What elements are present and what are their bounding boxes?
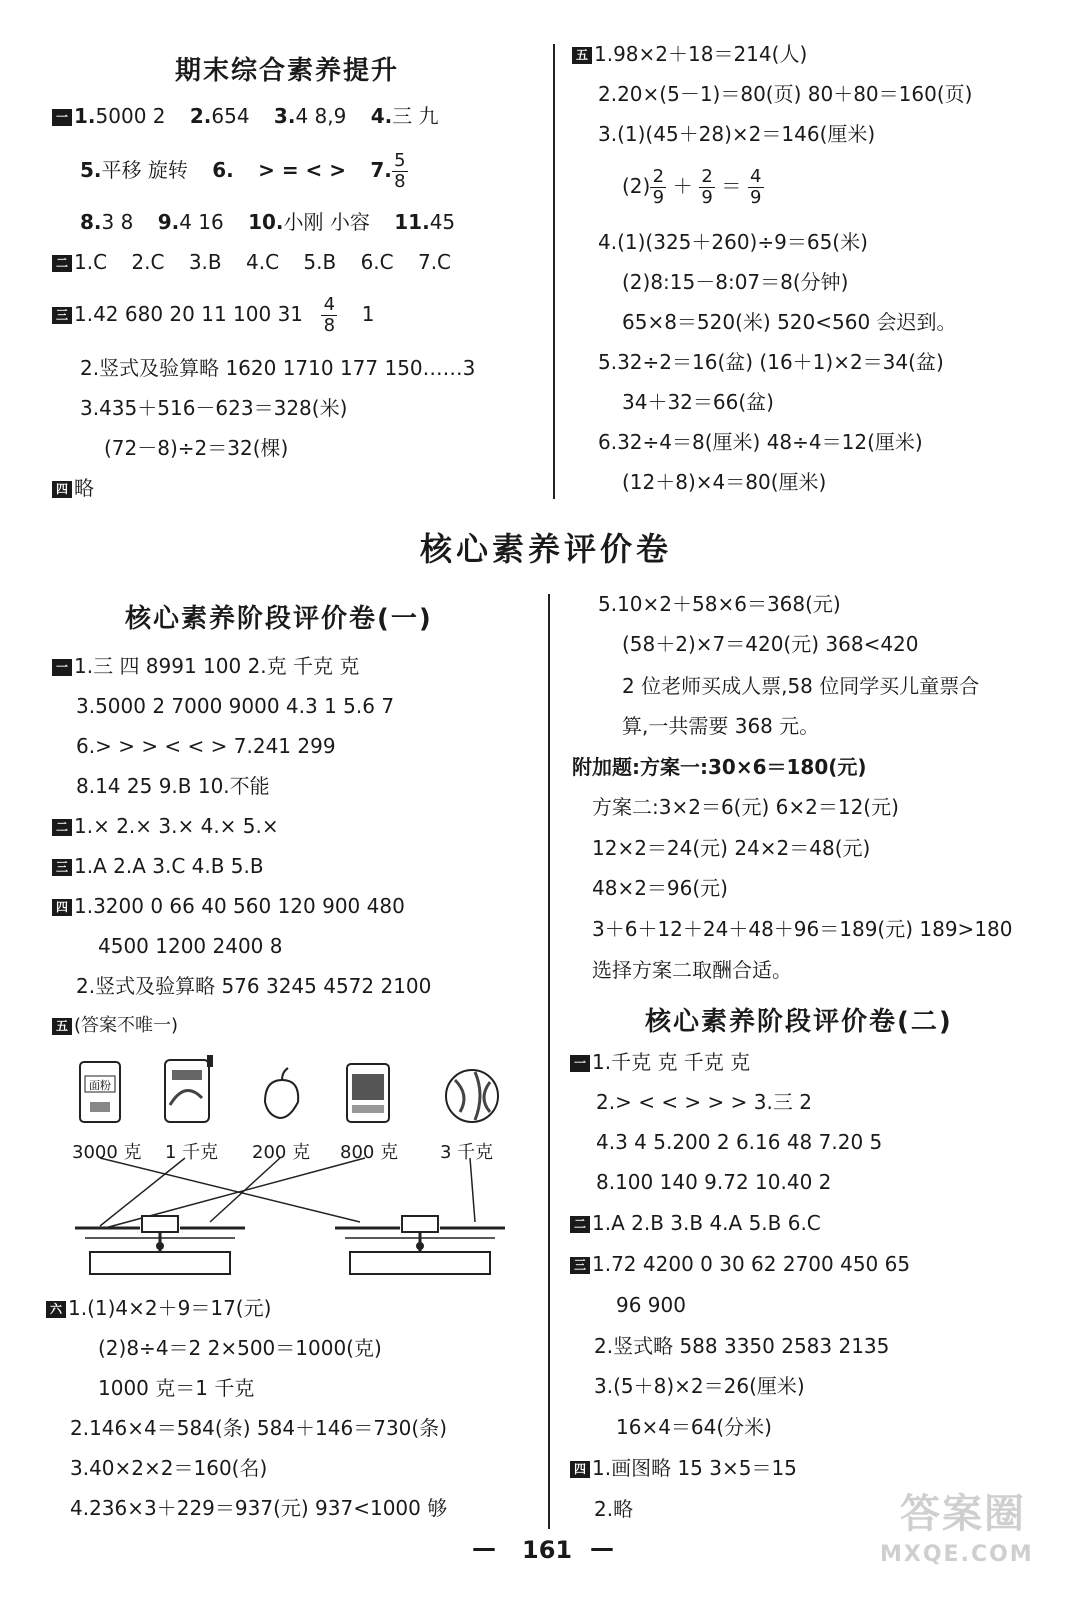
weight-label: 1 千克	[165, 1142, 219, 1163]
s4-line4: 8.100 140 9.72 10.40 2	[596, 1170, 832, 1194]
section-badge-1: 一	[52, 109, 72, 126]
s3-line8: 48×2＝96(元)	[592, 876, 728, 900]
q5-line1: 五 1.98×2＋18＝214(人)	[572, 42, 807, 66]
oil-bottle-icon	[165, 1055, 213, 1122]
s2-line11: 六 1.(1)4×2＋9＝17(元)	[46, 1296, 271, 1320]
section-badge-1: 一	[52, 659, 72, 676]
section-badge-4: 四	[52, 899, 72, 916]
s2-line14: 2.146×4＝584(条) 584＋146＝730(条)	[70, 1416, 448, 1440]
fraction: $\frac{5}{8}$	[392, 151, 408, 192]
s2-line16: 4.236×3＋229＝937(元) 937<1000 够	[70, 1496, 448, 1520]
main-title: 核心素养评价卷	[420, 530, 673, 568]
section-badge-5: 五	[572, 47, 592, 64]
section-badge-4: 四	[570, 1461, 590, 1478]
column-divider	[553, 44, 555, 499]
q5-line3: 3.(1)(45＋28)×2＝146(厘米)	[598, 122, 876, 146]
watermelon-icon	[446, 1070, 498, 1122]
s4-line2: 2.> < < > > > 3.三 2	[596, 1090, 812, 1114]
flour-bag-icon	[80, 1062, 120, 1122]
s2-line2: 3.5000 2 7000 9000 4.3 1 5.6 7	[76, 694, 395, 718]
s2-line9: 2.竖式及验算略 576 3245 4572 2100	[76, 974, 432, 998]
s4-line8: 2.竖式略 588 3350 2583 2135	[594, 1334, 890, 1358]
s4-line1: 一 1.千克 克 千克 克	[570, 1050, 750, 1074]
weight-label: 200 克	[252, 1142, 311, 1163]
right-scale-icon	[335, 1216, 505, 1274]
page-number-dash: —	[590, 1534, 614, 1562]
s3-line2: (58＋2)×7＝420(元) 368<420	[622, 632, 919, 656]
s4-line10: 16×4＝64(分米)	[616, 1415, 772, 1439]
q2-line: 二 1.C 2.C 3.B 4.C 5.B 6.C 7.C	[52, 250, 451, 274]
q5-line4: (2) $\frac{2}{9}$ ＋ $\frac{2}{9}$ ＝ $\frac{4}{9}$	[622, 164, 764, 208]
section-badge-2: 二	[52, 819, 72, 836]
q5-line6: (2)8:15－8:07＝8(分钟)	[622, 270, 849, 294]
fraction: $\frac{2}{9}$	[699, 167, 715, 208]
q3-line4: (72－8)÷2＝32(棵)	[104, 436, 289, 460]
s3-line7: 12×2＝24(元) 24×2＝48(元)	[592, 836, 871, 860]
s2-line3: 6.> > > < < > 7.241 299	[76, 734, 336, 758]
column-divider	[548, 594, 550, 1529]
can-icon	[347, 1064, 389, 1122]
peach-icon	[265, 1068, 298, 1118]
s2-line1: 一 1.三 四 8991 100 2.克 千克 克	[52, 654, 359, 678]
s2-line10: 五 (答案不唯一)	[52, 1014, 178, 1038]
q3-line3: 3.435＋516－623＝328(米)	[80, 396, 348, 420]
section-badge-4: 四	[52, 481, 72, 498]
s4-line3: 4.3 4 5.200 2 6.16 48 7.20 5	[596, 1130, 883, 1154]
section-badge-3: 三	[570, 1257, 590, 1274]
s3-line10: 选择方案二取酬合适。	[592, 958, 792, 982]
weight-label: 3 千克	[440, 1142, 494, 1163]
s3-line6: 方案二:3×2＝6(元) 6×2＝12(元)	[592, 795, 899, 819]
s3-line9: 3＋6＋12＋24＋48＋96＝189(元) 189>180	[592, 917, 1013, 941]
s3-line4: 算,一共需要 368 元。	[622, 714, 820, 738]
s2-line5: 二 1.× 2.× 3.× 4.× 5.×	[52, 814, 279, 838]
s2-line13: 1000 克＝1 千克	[98, 1376, 255, 1400]
s2-line8: 4500 1200 2400 8	[98, 934, 283, 958]
fraction: $\frac{2}{9}$	[650, 167, 666, 208]
watermark-logo: 答案圈	[900, 1491, 1026, 1537]
s4-line9: 3.(5＋8)×2＝26(厘米)	[594, 1374, 805, 1398]
s4-line7: 96 900	[616, 1293, 686, 1317]
section-badge-2: 二	[52, 255, 72, 272]
s3-line5: 附加题:方案一:30×6＝180(元)	[572, 755, 867, 779]
fraction: $\frac{4}{9}$	[748, 167, 764, 208]
page-number: 161	[522, 1536, 573, 1564]
q5-line2: 2.20×(5－1)＝80(页) 80＋80＝160(页)	[598, 82, 973, 106]
svg-text:面粉: 面粉	[89, 1079, 111, 1092]
page-number-dash: —	[472, 1534, 496, 1562]
q3-line2: 2.竖式及验算略 1620 1710 177 150……3	[80, 356, 476, 380]
q5-line7: 65×8＝520(米) 520<560 会迟到。	[622, 310, 957, 334]
section-badge-5: 五	[52, 1018, 72, 1035]
weight-label: 3000 克	[72, 1142, 142, 1163]
section-badge-6: 六	[46, 1301, 66, 1318]
q5-line9: 34＋32＝66(盆)	[622, 390, 774, 414]
q5-line8: 5.32÷2＝16(盆) (16＋1)×2＝34(盆)	[598, 350, 944, 374]
weight-label: 800 克	[340, 1142, 399, 1163]
s2-line4: 8.14 25 9.B 10.不能	[76, 774, 270, 798]
s3-line1: 5.10×2＋58×6＝368(元)	[598, 592, 841, 616]
q1-line3: 8.3 8 9.4 16 10.小刚 小容 11.45	[80, 210, 456, 234]
s4-line11: 四 1.画图略 15 3×5＝15	[570, 1456, 797, 1480]
section-title-stage2: 核心素养阶段评价卷(二)	[645, 1007, 953, 1037]
q3-line1: 三 1.42 680 20 11 100 31 $\frac{4}{8}$ 1	[52, 292, 374, 336]
section-badge-3: 三	[52, 859, 72, 876]
s2-line7: 四 1.3200 0 66 40 560 120 900 480	[52, 894, 405, 918]
fraction: $\frac{4}{8}$	[321, 295, 337, 336]
s4-line6: 三 1.72 4200 0 30 62 2700 450 65	[570, 1252, 910, 1276]
q5-line10: 6.32÷4＝8(厘米) 48÷4＝12(厘米)	[598, 430, 923, 454]
s2-line15: 3.40×2×2＝160(名)	[70, 1456, 268, 1480]
balance-illustration	[60, 1050, 530, 1285]
s2-line12: (2)8÷4＝2 2×500＝1000(克)	[98, 1336, 382, 1360]
q5-line11: (12＋8)×4＝80(厘米)	[622, 470, 827, 494]
section-badge-2: 二	[570, 1216, 590, 1233]
watermark-url: MXQE.COM	[880, 1542, 1034, 1567]
s3-line3: 2 位老师买成人票,58 位同学买儿童票合	[622, 674, 980, 698]
s4-line12: 2.略	[594, 1497, 634, 1521]
q5-line5: 4.(1)(325＋260)÷9＝65(米)	[598, 230, 868, 254]
q1-line2: 5.平移 旋转 6. > = < > 7. $\frac{5}{8}$	[80, 148, 408, 192]
section-title-final: 期末综合素养提升	[175, 56, 400, 86]
section-badge-1: 一	[570, 1055, 590, 1072]
q1-line1: 一 1.5000 2 2.654 3.4 8,9 4.三 九	[52, 104, 439, 128]
s4-line5: 二 1.A 2.B 3.B 4.A 5.B 6.C	[570, 1211, 821, 1235]
section-badge-3: 三	[52, 307, 72, 324]
s2-line6: 三 1.A 2.A 3.C 4.B 5.B	[52, 854, 264, 878]
section-title-stage1: 核心素养阶段评价卷(一)	[125, 604, 433, 634]
q4-line: 四 略	[52, 476, 94, 500]
